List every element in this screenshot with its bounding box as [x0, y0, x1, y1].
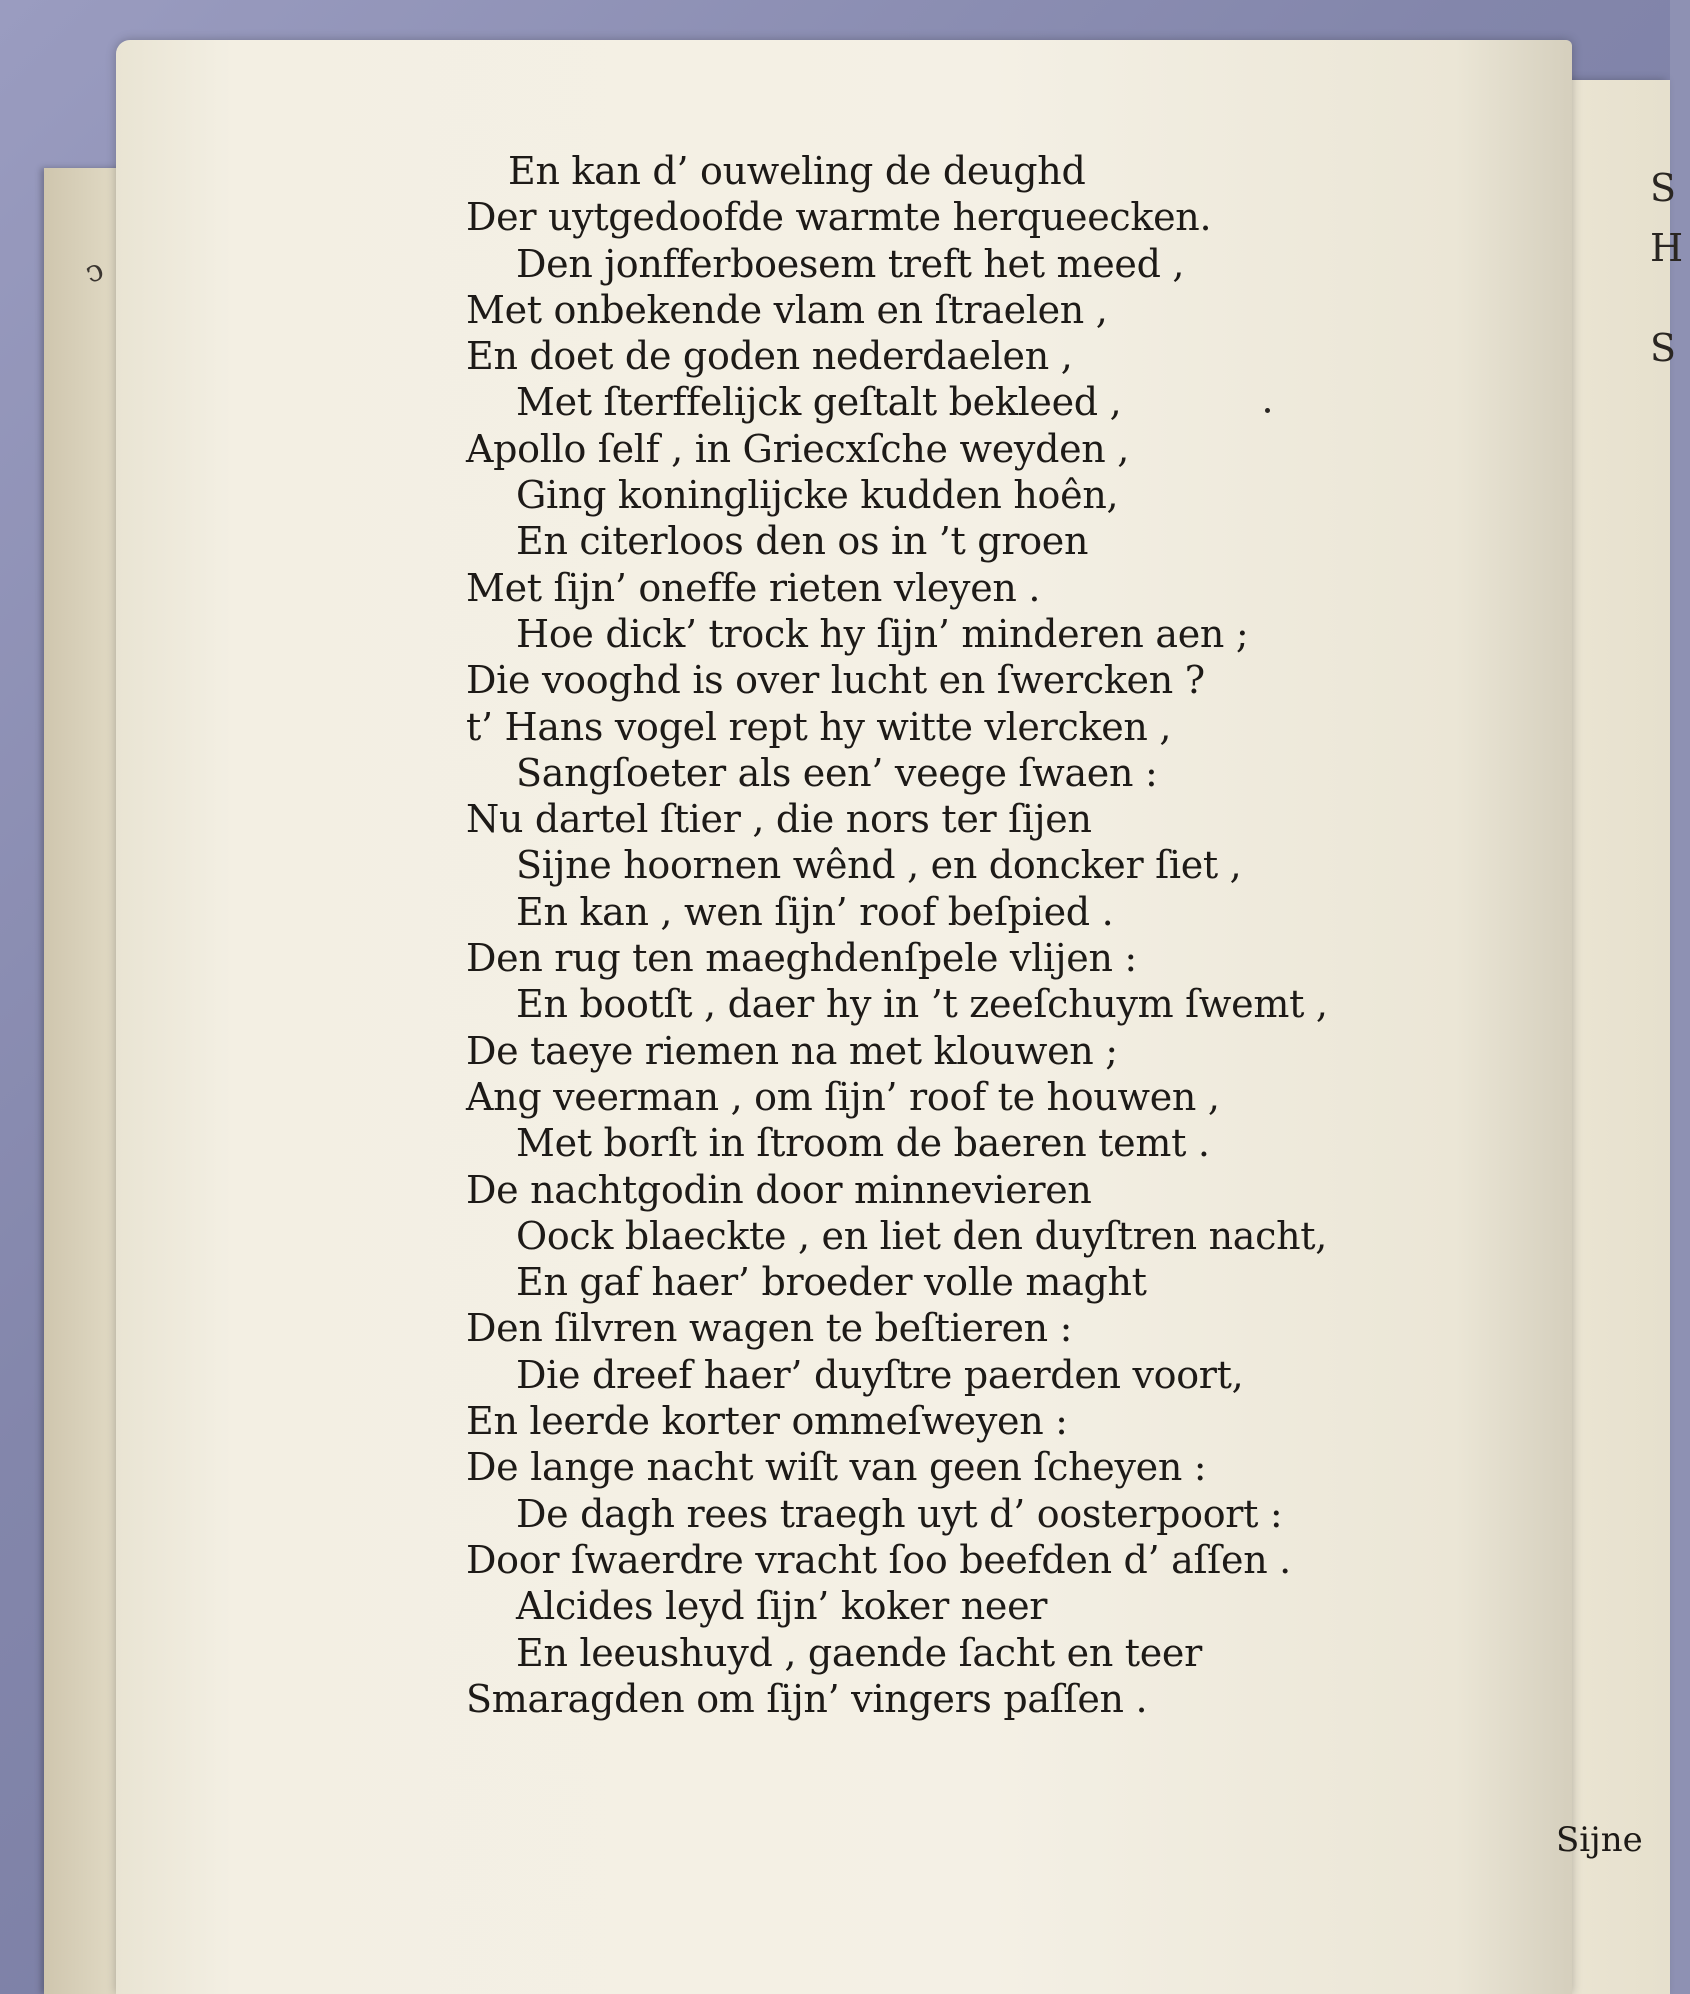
poem-line: De taeye riemen na met klouwen ;	[466, 1028, 1118, 1073]
poem-line: Door ſwaerdre vracht ſoo beefden d’ aſſen .	[466, 1537, 1291, 1582]
poem-line: Ang veerman , om ſijn’ roof te houwen ,	[466, 1074, 1220, 1119]
poem-line: Sangſoeter als een’ veege ſwaen :	[516, 750, 1158, 795]
poem-line: Met borſt in ſtroom de baeren temt .	[516, 1121, 1210, 1166]
poem-line: Nu dartel ſtier , die nors ter ſijen	[466, 797, 1092, 842]
poem-line: Alcides leyd ſijn’ koker neer	[516, 1584, 1048, 1629]
facing-letter: S	[1650, 166, 1677, 210]
poem-line: En leeushuyd , gaende ſacht en teer	[516, 1630, 1202, 1675]
poem-line: Die vooghd is over lucht en ſwercken ?	[466, 658, 1205, 703]
poem-line: Den jonfferboesem treft het meed ,	[516, 241, 1185, 286]
facing-letter: H	[1650, 226, 1684, 270]
poem-line: Der uytgedoofde warmte herqueecken.	[466, 195, 1212, 240]
poem-line: De dagh rees traegh uyt d’ oosterpoort :	[516, 1491, 1283, 1536]
poem-line: De nachtgodin door minnevieren	[466, 1167, 1092, 1212]
poem-line: Hoe dick’ trock hy ſijn’ minderen aen ;	[516, 611, 1249, 656]
poem-line: En doet de goden nederdaelen ,	[466, 334, 1073, 379]
poem-line: Met ſijn’ oneffe rieten vleyen .	[466, 565, 1041, 610]
catchword: Sijne	[1556, 1820, 1643, 1860]
poem-line: Den ſilvren wagen te beſtieren :	[466, 1306, 1073, 1351]
poem-line: Sijne hoornen wênd , en doncker ſiet ,	[516, 843, 1242, 888]
poem-line: De lange nacht wiſt van geen ſcheyen :	[466, 1445, 1207, 1490]
poem-line: En bootſt , daer hy in ’t zeeſchuym ſwemt ,	[516, 982, 1328, 1027]
poem-line: En citerloos den os in ’t groen	[516, 519, 1089, 564]
poem-line: En leerde korter ommeſweyen :	[466, 1399, 1068, 1444]
poem-line: Oock blaeckte , en liet den duyſtren nacht,	[516, 1213, 1328, 1258]
facing-letter: S	[1650, 326, 1677, 370]
poem-line: En kan d’ ouweling de deughd	[508, 149, 1086, 193]
pen-mark-icon: ↄ	[80, 252, 109, 291]
poem-line: Ging koninglijcke kudden hoên,	[516, 473, 1119, 518]
poem-line: Met onbekende vlam en ſtraelen ,	[466, 287, 1108, 332]
poem-line: En kan , wen ſijn’ roof beſpied .	[516, 889, 1114, 934]
poem-line: Die dreef haer’ duyſtre paerden voort,	[516, 1352, 1244, 1397]
poem-line: Den rug ten maeghdenſpele vlijen :	[466, 936, 1137, 981]
poem-line: Met ſterffelijck geſtalt bekleed ,	[516, 380, 1122, 425]
poem-line: Apollo ſelf , in Griecxſche weyden ,	[466, 426, 1130, 471]
facing-page-letters	[1650, 158, 1690, 378]
poem-line: En gaf haer’ broeder volle maght	[516, 1260, 1147, 1305]
poem-line: Smaragden om ſijn’ vingers paſſen .	[466, 1676, 1148, 1721]
poem-line: t’ Hans vogel rept hy witte vlercken ,	[466, 704, 1172, 749]
poem-text	[466, 148, 1366, 1722]
